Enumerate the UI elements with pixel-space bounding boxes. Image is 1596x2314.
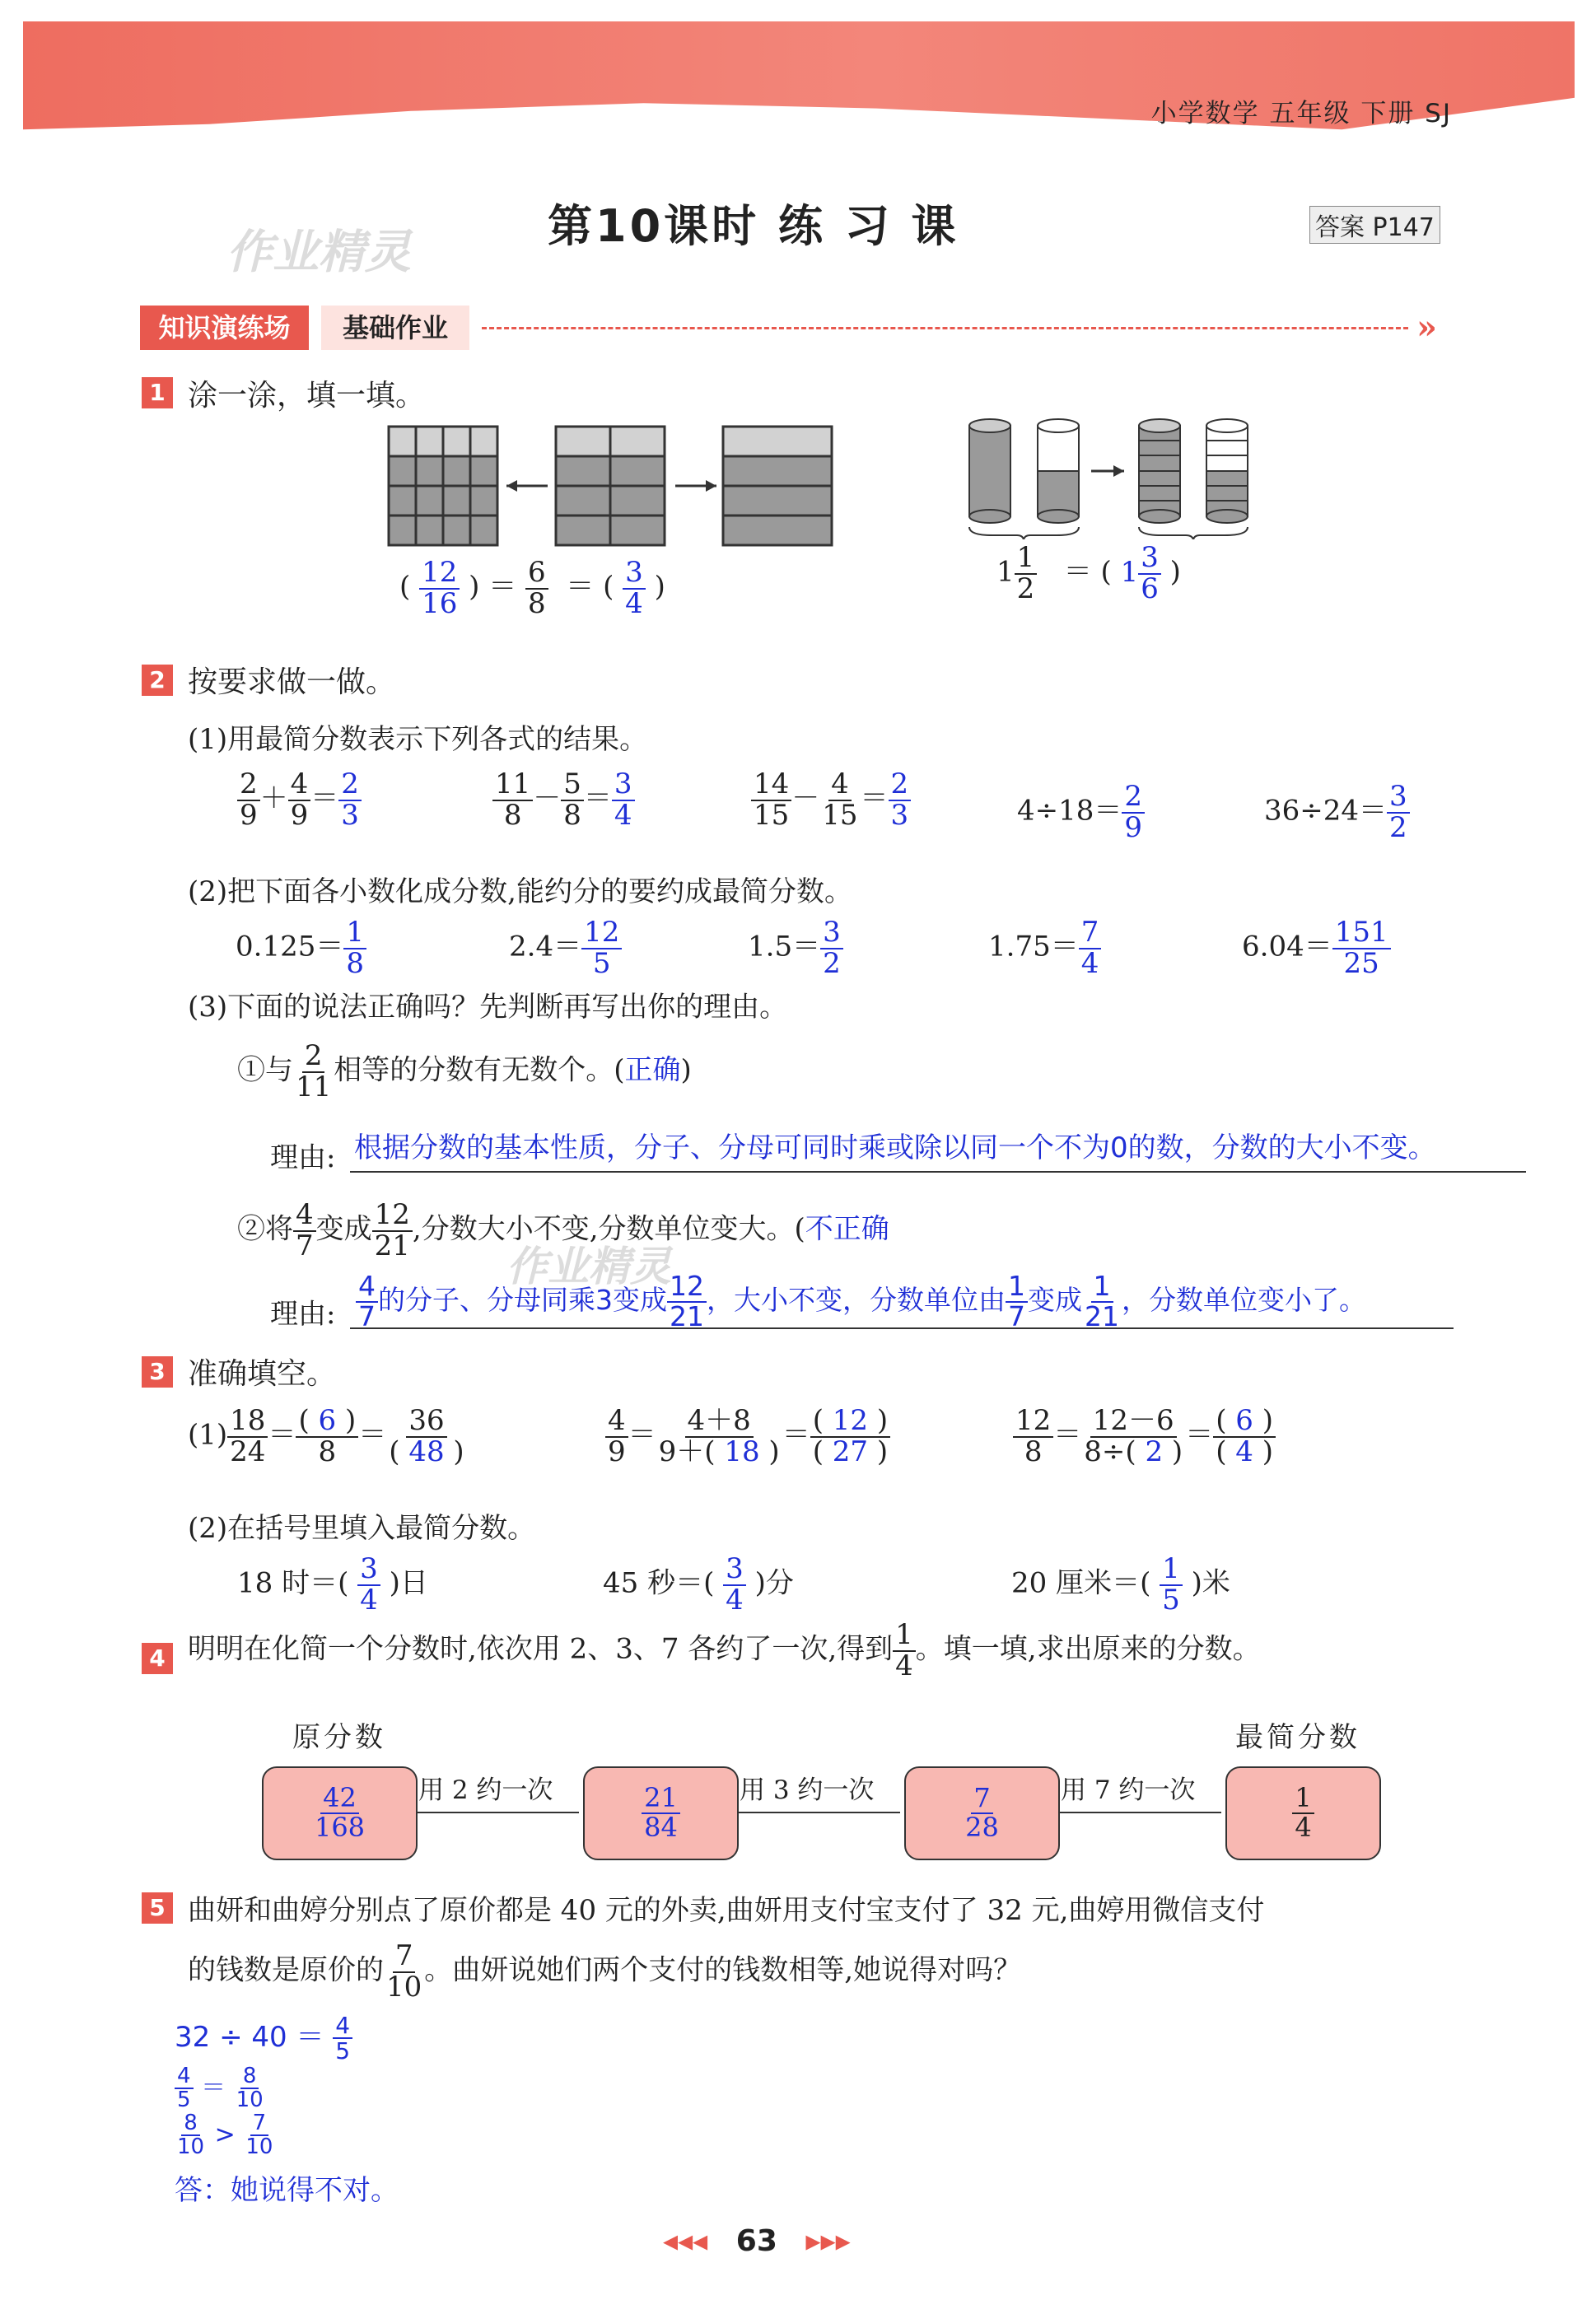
q2-expr-4: 4÷18＝ $\frac{2}{9}$ — [1017, 782, 1145, 842]
book-meta: 小学数学 五年级 下册 SJ — [1150, 99, 1452, 128]
q2-expr-3: $\frac{14}{15}$ － $\frac{4}{15}$ ＝ $\frac{2}{3}$ — [751, 770, 911, 830]
flow-arrow-1 — [416, 1812, 579, 1813]
flow-box-step1: $\frac{21}{84}$ — [583, 1766, 739, 1860]
q2-part1-prompt: (1)用最简分数表示下列各式的结果。 — [188, 723, 648, 756]
q2-part3-prompt: (3)下面的说法正确吗？先判断再写出你的理由。 — [188, 991, 788, 1024]
flow-step-label-2: 用 3 约一次 — [740, 1775, 875, 1805]
section-divider — [482, 327, 1408, 329]
cylinder-striped-full — [1139, 419, 1180, 523]
reason-2-answer: $\frac{4}{7}$ 的分子、分母同乘3变成 $\frac{12}{21}$ ，大小不变，分数单位由 $\frac{1}{7}$ 变成 $\frac{1}{21}$ ，分数单位变小了。 — [356, 1272, 1366, 1331]
q3-unit-1: 18 时＝( $\frac{3}{4}$ )日 — [237, 1552, 428, 1617]
page-number: 63 — [735, 2224, 777, 2258]
q2-decimal-1: 0.125＝ $\frac{1}{8}$ — [236, 918, 366, 978]
next-page-icon[interactable]: ▸▸▸ — [805, 2223, 851, 2258]
q1-answer-b: $\frac{3}{4}$ — [623, 558, 646, 618]
fraction-grid-figure — [387, 420, 848, 552]
section-subtab: 基础作业 — [321, 306, 469, 350]
q2-expr-5: 36÷24＝ $\frac{3}{2}$ — [1264, 782, 1410, 842]
double-chevron-icon: » — [1416, 308, 1437, 347]
question-number-4: 4 — [142, 1643, 173, 1674]
question-2-text: 按要求做一做。 — [188, 665, 396, 699]
q1-equation-left: ( $\frac{12}{16}$ ) ＝ $\frac{6}{8}$ ＝ ( $\frac{3}{4}$ ) — [399, 556, 665, 620]
flow-step-label-1: 用 2 约一次 — [418, 1775, 553, 1805]
watermark: 作业精灵 — [226, 225, 411, 279]
cylinder-full — [969, 419, 1010, 523]
grid-3-4 — [723, 427, 832, 545]
question-1-text: 涂一涂，填一填。 — [188, 379, 426, 413]
q1-answer-mixed: 1 $\frac{3}{6}$ — [1121, 556, 1161, 589]
reason-1-answer: 根据分数的基本性质，分子、分母可同时乘或除以同一个不为0的数，分数的大小不变。 — [354, 1131, 1436, 1164]
grid-6-8 — [556, 427, 665, 545]
arrow-right — [675, 480, 716, 492]
q2-expr-1: $\frac{2}{9}$ ＋ $\frac{4}{9}$ ＝ $\frac{2}{3}$ — [237, 770, 362, 830]
q1-equation-right: 1 $\frac{1}{2}$ ＝ ( 1 $\frac{3}{6}$ ) — [996, 541, 1181, 605]
cylinder-striped-half — [1206, 419, 1248, 523]
q3-equation-2: $\frac{4}{9}$ ＝ $\frac{4+8}{9+( 18 )}$ ＝ $\frac{( 12 )}{( 27 )}$ — [605, 1407, 890, 1467]
question-5-text-line1: 曲妍和曲婷分别点了原价都是 40 元的外卖,曲妍用支付宝支付了 32 元,曲婷用微信支付 — [188, 1894, 1265, 1927]
q5-work-line1: 32 ÷ 40 ＝ $\frac{4}{5}$ — [175, 2013, 352, 2064]
q2-expr-2: $\frac{11}{8}$ － $\frac{5}{8}$ ＝ $\frac{3}{4}$ — [492, 770, 635, 830]
question-number-1: 1 — [142, 377, 173, 408]
q3-unit-2: 45 秒＝( $\frac{3}{4}$ )分 — [603, 1552, 794, 1617]
arrow-right — [1091, 465, 1124, 477]
q3-part2-prompt: (2)在括号里填入最简分数。 — [188, 1512, 536, 1545]
q5-work-line3: $\frac{8}{10}$ > $\frac{7}{10}$ — [177, 2111, 273, 2160]
q2-part2-prompt: (2)把下面各小数化成分数,能约分的要约成最简分数。 — [188, 875, 852, 908]
answer-reference: 答案 P147 — [1309, 206, 1440, 244]
question-3-text: 准确填空。 — [188, 1357, 337, 1391]
q2-statement-2: ②将 $\frac{4}{7}$ 变成 $\frac{12}{21}$ ,分数大小不变,分数单位变大。(不正确 — [237, 1198, 889, 1262]
q2-decimal-4: 1.75＝ $\frac{7}{4}$ — [988, 918, 1101, 978]
q2-decimal-5: 6.04＝ $\frac{151}{25}$ — [1242, 918, 1391, 978]
section-tab: 知识演练场 — [140, 306, 309, 350]
cylinder-figure — [959, 416, 1272, 539]
reason-label-2: 理由: — [270, 1298, 336, 1331]
q3-equation-1: (1) $\frac{18}{24}$ ＝ $\frac{( 6 )}{8}$ ＝ $\frac{36}{( 48 )}$ — [188, 1404, 464, 1468]
cylinder-half — [1038, 419, 1079, 523]
question-number-2: 2 — [142, 665, 173, 696]
header-band — [23, 21, 1575, 153]
question-number-3: 3 — [142, 1356, 173, 1388]
question-5-text-line2: 的钱数是原价的 $\frac{7}{10}$ 。曲妍说她们两个支付的钱数相等,她说得对吗？ — [188, 1939, 1022, 2004]
reason-line-1 — [350, 1171, 1526, 1173]
q5-answer: 答：她说得不对。 — [175, 2174, 399, 2207]
q1-middle-fraction: $\frac{6}{8}$ — [525, 558, 548, 618]
question-number-5: 5 — [142, 1892, 173, 1924]
flow-box-step2: $\frac{7}{28}$ — [904, 1766, 1060, 1860]
watermark-2: 作业精灵 — [506, 1242, 671, 1290]
q2-decimal-2: 2.4＝ $\frac{12}{5}$ — [509, 918, 622, 978]
grid-12-16 — [389, 427, 497, 545]
q1-answer-a: $\frac{12}{16}$ — [419, 558, 460, 618]
q2-statement-1: ①与 $\frac{2}{11}$ 相等的分数有无数个。(正确) — [237, 1039, 692, 1103]
flow-arrow-2 — [737, 1812, 900, 1813]
q3-unit-3: 20 厘米＝( $\frac{1}{5}$ )米 — [1011, 1552, 1230, 1617]
simplest-fraction-label: 最简分数 — [1235, 1721, 1360, 1754]
question-4-text: 明明在化简一个分数时,依次用 2、3、7 各约了一次,得到 $\frac{1}{4}$ 。填一填,求出原来的分数。 — [188, 1618, 1261, 1682]
flow-arrow-3 — [1058, 1812, 1221, 1813]
page-navigation — [663, 2223, 851, 2258]
reason-label-1: 理由: — [270, 1141, 336, 1174]
q3-equation-3: $\frac{12}{8}$ ＝ $\frac{12-6}{8\div( 2 )}$ ＝ $\frac{( 6 )}{( 4 )}$ — [1013, 1407, 1276, 1467]
page-title: 第10课时 练 习 课 — [548, 200, 959, 252]
arrow-left — [506, 480, 548, 492]
original-fraction-label: 原分数 — [292, 1721, 386, 1754]
flow-box-original: $\frac{42}{168}$ — [262, 1766, 418, 1860]
q2-decimal-3: 1.5＝ $\frac{3}{2}$ — [748, 918, 843, 978]
flow-step-label-3: 用 7 约一次 — [1061, 1775, 1196, 1805]
flow-box-simplest: $\frac{1}{4}$ — [1225, 1766, 1381, 1860]
previous-page-icon[interactable]: ◂◂◂ — [663, 2223, 708, 2258]
q5-work-line2: $\frac{4}{5}$ ＝ $\frac{8}{10}$ — [175, 2065, 266, 2112]
